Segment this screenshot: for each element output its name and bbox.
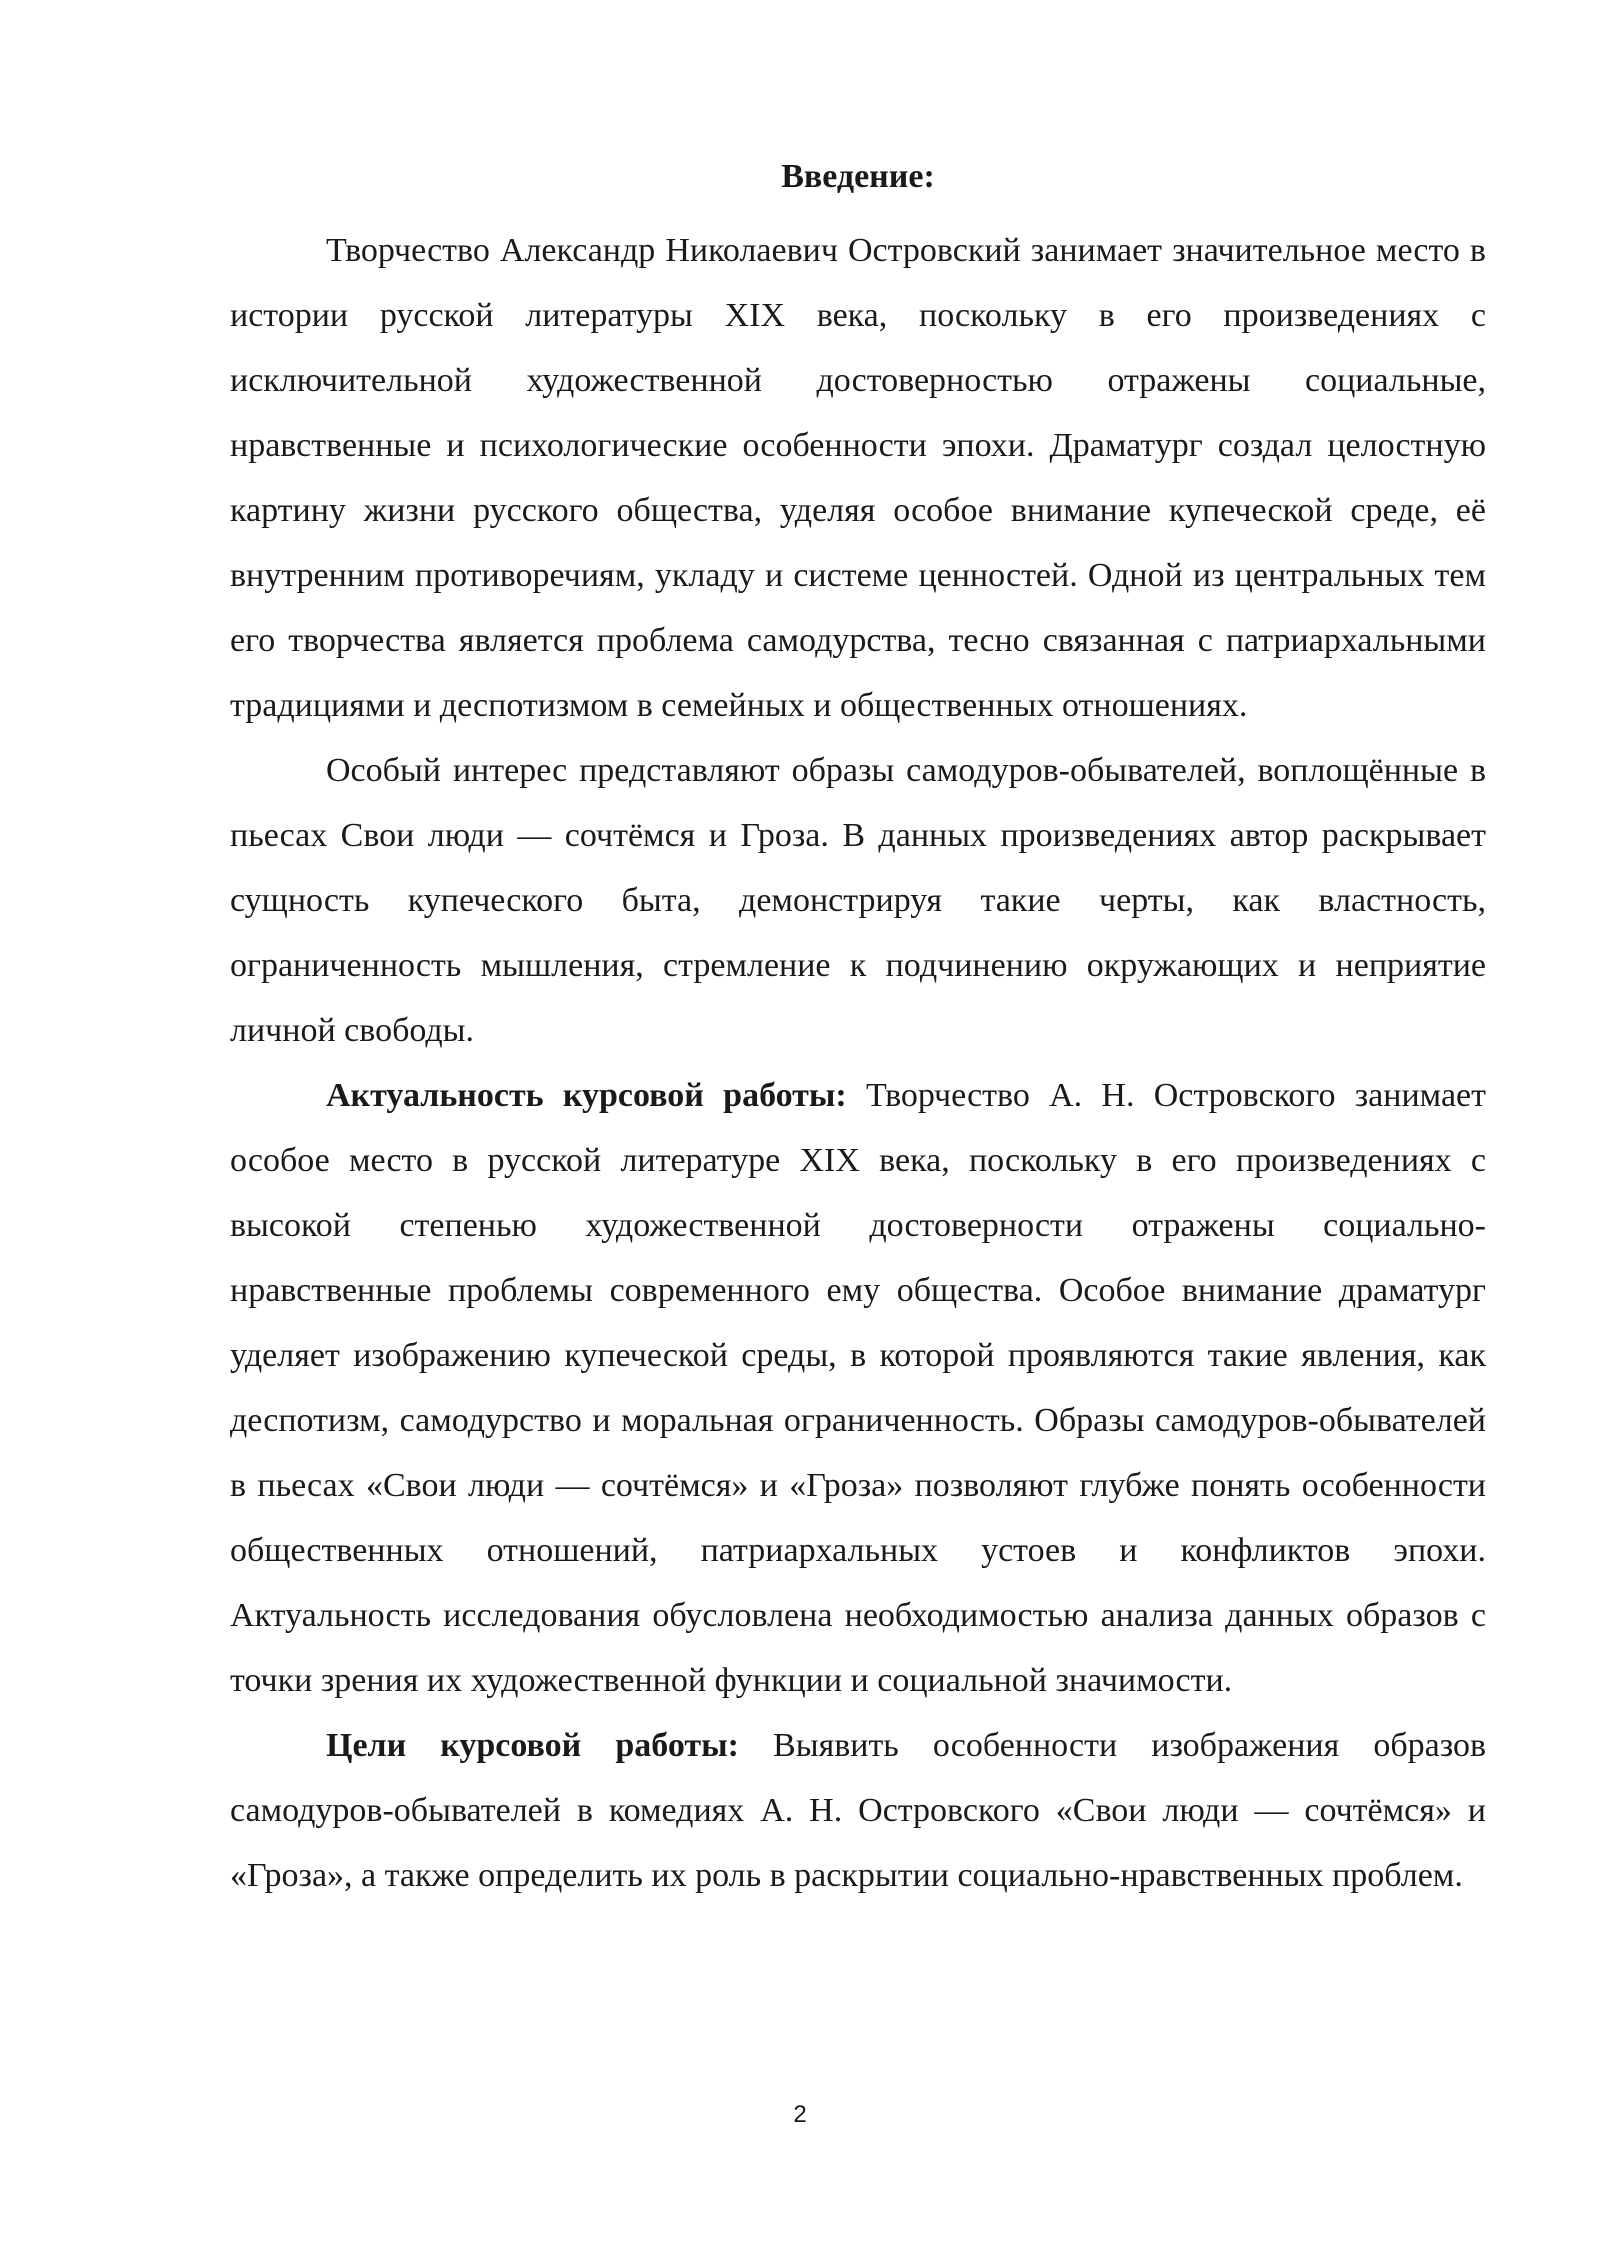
document-body <box>230 152 1486 1908</box>
paragraph-intro <box>230 218 1486 738</box>
paragraph-text: Выявить особенности изображения образов самодуров-обывателей в комедиях А. Н. Островского «Свои люди — сочтёмся» и «Гроза», а также определить их роль в раскрытии социально-нравственных проблем. <box>230 1727 1486 1894</box>
paragraph-interest <box>230 738 1486 1063</box>
paragraph-relevance <box>230 1063 1486 1713</box>
paragraph-text: Творчество Александр Николаевич Островский занимает значительное место в истории русской литературы XIX века, поскольку в его произведениях с исключительной художественной достоверностью отражены социальные, нравственные и психологические особенности эпохи. Драматург создал целостную картину жизни русского общества, уделяя особое внимание купеческой среде, её внутренним противоречиям, укладу и системе ценностей. Одной из центральных тем его творчества является проблема самодурства, тесно связанная с патриархальными традициями и деспотизмом в семейных и общественных отношениях. <box>230 232 1486 724</box>
page-number: 2 <box>793 2101 807 2128</box>
section-heading: Введение: <box>781 158 935 195</box>
paragraph-text: Особый интерес представляют образы самодуров-обывателей, воплощённые в пьесах Свои люди — сочтёмся и Гроза. В данных произведениях автор раскрывает сущность купеческого быта, демонстрируя такие черты, как властность, ограниченность мышления, стремление к подчинению окружающих и неприятие личной свободы. <box>230 752 1486 1049</box>
paragraph-lead-goals: Цели курсовой работы: <box>326 1727 739 1764</box>
paragraph-lead-relevance: Актуальность курсовой работы: <box>326 1077 847 1114</box>
paragraph-text: Творчество А. Н. Островского занимает особое место в русской литературе XIX века, поскольку в его произведениях с высокой степенью художественной достоверности отражены социально-нравственные проблемы современного ему общества. Особое внимание драматург уделяет изображению купеческой среды, в которой проявляются такие явления, как деспотизм, самодурство и моральная ограниченность. Образы самодуров-обывателей в пьесах «Свои люди — сочтёмся» и «Гроза» позволяют глубже понять особенности общественных отношений, патриархальных устоев и конфликтов эпохи. Актуальность исследования обусловлена необходимостью анализа данных образов с точки зрения их художественной функции и социальной значимости. <box>230 1077 1486 1699</box>
paragraph-goals <box>230 1713 1486 1908</box>
